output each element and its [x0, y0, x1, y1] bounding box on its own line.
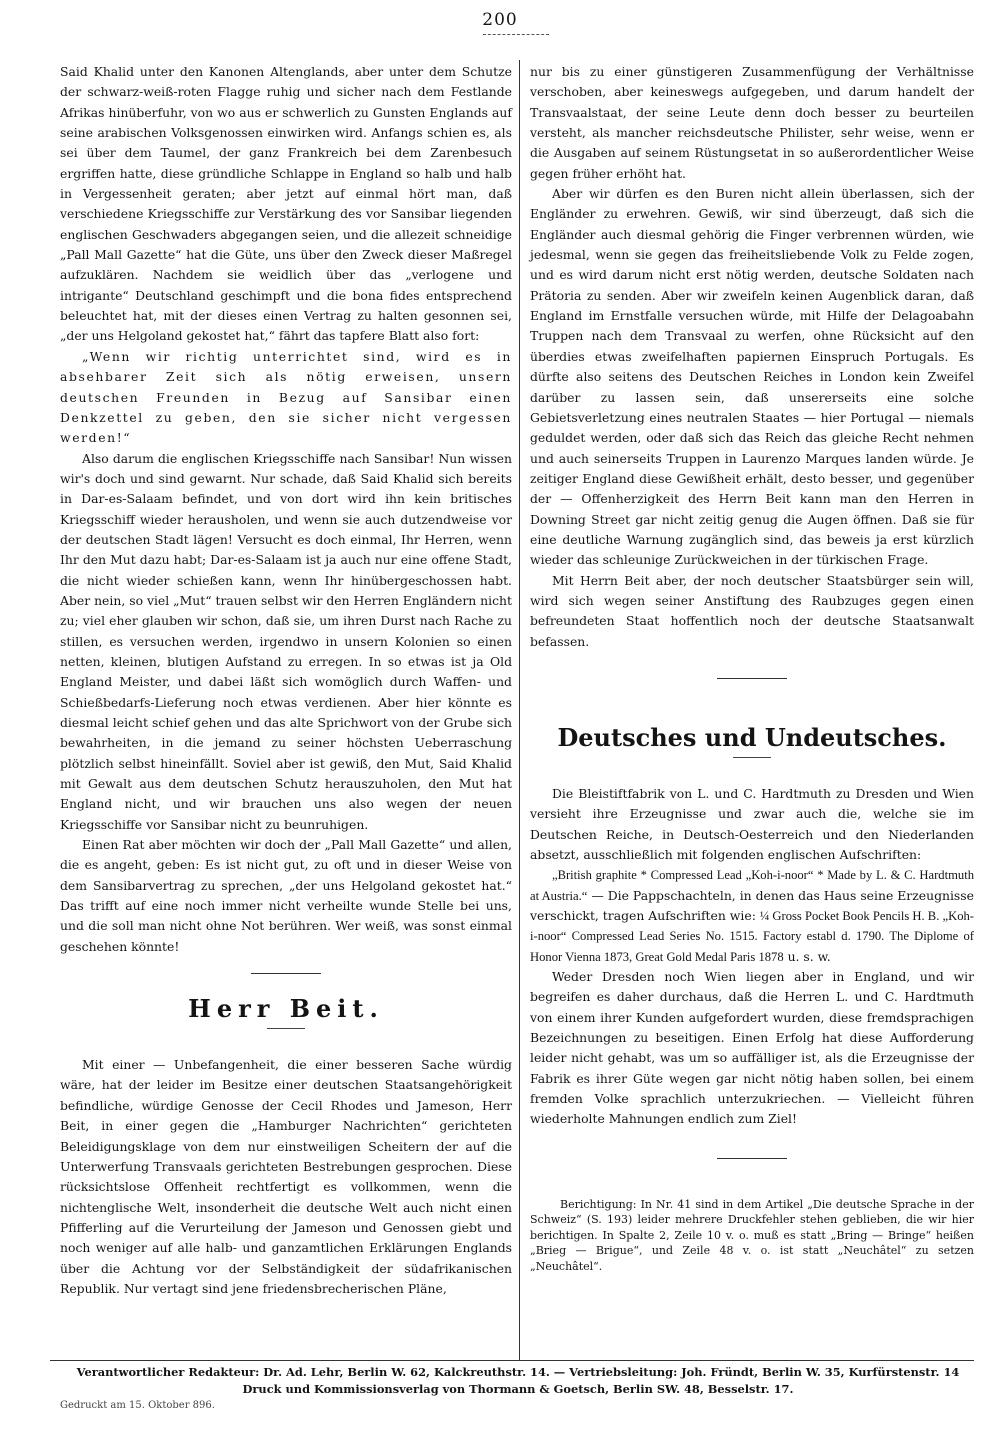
footer-editor-line: Verantwortlicher Redakteur: Dr. Ad. Lehr, Berlin W. 62, Kalckreuthstr. 14. — Vertriebsleitung: Joh. Fründt, Berlin W. 35, Kurfürstenstr. 14 — [76, 1365, 960, 1379]
right-column — [530, 62, 974, 1274]
footer-printer-line: Druck und Kommissionsverlag von Thormann & Goetsch, Berlin SW. 48, Besselstr. 17. — [242, 1382, 794, 1396]
section-divider — [717, 678, 787, 679]
left-column — [60, 62, 512, 1299]
footer-rule — [50, 1360, 974, 1361]
page-number: 200 — [482, 10, 518, 30]
left-paragraph-3: Also darum die englischen Kriegsschiffe nach Sansibar! Nun wissen wir's doch und sind gewarnt. Nur schade, daß Said Khalid sich bereits in Dar-es-Salaam befindet, und von dort wird ihn kein britisches Kriegsschiff wieder herausholen, und wenn sie auch dutzendweise vor der deutschen Stadt lägen! Versucht es doch einmal, Ihr Herren, wenn Ihr den Mut dazu habt; Dar-es-Salaam ist ja auch nur eine offene Stadt, die nicht wieder schießen kann, wenn Ihr hinübergeschossen habt. Aber nein, so viel „Mut“ trauen selbst wir den Herren Engländern nicht zu; viel eher glauben wir schon, daß sie, um ihren Durst nach Rache zu stillen, es versuchen werden, irgendwo in unsern Kolonien so einen netten, kleinen, blutigen Aufstand zu erregen. In so etwas ist ja Old England Meister, und dabei läßt sich womöglich durch Waffen- und Schießbedarfs-Lieferung noch etwas verdienen. Aber hier könnte es diesmal leicht schief gehen und das alte Sprichwort von der Grube sich bewahrheiten, in die jemand zu seiner höchsten Ueberraschung plötzlich selbst hineinfällt. Soviel aber ist gewiß, den Mut, Said Khalid mit Gewalt aus dem deutschen Schutz herauszuholen, den Mut hat England nicht, und wir brauchen uns also wegen der neuen Kriegsschiffe vor Sansibar nicht zu beunruhigen. — [60, 450, 512, 832]
inscription-end: u. s. w. — [783, 948, 831, 964]
right-paragraph-3: Mit Herrn Beit aber, der noch deutscher Staatsbürger sein will, wird sich wegen seiner Anstiftung des Raubzuges gegen einen befreundeten Staat hoffentlich noch der deutsche Staatsanwalt befassen. — [530, 572, 974, 649]
right-paragraph-1: nur bis zu einer günstigeren Zusammenfügung der Verhältnisse verschoben, aber keineswegs aufgegeben, und darum handelt der Transvaalstaat, der seine Leute denn doch besser zu beurteilen versteht, als mancher reichsdeutsche Philister, sehr weise, wenn er die Ausgaben auf seinem Rüstungsetat in so außerordentlicher Weise gegen früher erhöht hat. — [530, 64, 974, 181]
heading-deutsches-und-undeutsches: Deutsches und Undeutsches. — [557, 722, 947, 752]
pall-mall-quote: „Wenn wir richtig unterrichtet sind, wird es in absehbarer Zeit sich als nötig erweisen, unsern deutschen Freunden in Bezug auf Sansibar einen Denkzettel zu geben, den sie sicher nicht vergessen werden!“ — [60, 348, 512, 446]
koh-i-noor-inscription: „British graphite * Compressed Lead „Koh-i-noor“ * Made by L. & C. Hardtmuth at Austria.“ — [530, 868, 974, 903]
right-paragraph-5 — [530, 865, 974, 967]
section-divider — [251, 973, 321, 974]
page-number-rule — [483, 34, 549, 35]
correction-note: Berichtigung: In Nr. 41 sind in dem Artikel „Die deutsche Sprache in der Schweiz“ (S. 193) leider mehrere Druckfehler stehen geblieben, die wir hier berichtigen. In Spalte 2, Zeile 10 v. o. muß es statt „Bring — Bringe“ heißen „Brieg — Brigue“, und Zeile 48 v. o. ist statt „Neuchâtel“ zu setzen „Neuchâtel“. — [530, 1197, 974, 1273]
right-paragraph-6: Weder Dresden noch Wien liegen aber in England, und wir begreifen es daher durchaus, daß die Herren L. und C. Hardtmuth von einem ihrer Kunden aufgefordert wurden, diese fremdsprachigen Bezeichnungen zu beseitigen. Einen Erfolg hat diese Aufforderung leider nicht gehabt, was um so auffälliger ist, als die Erzeugnisse der Fabrik es ihrer Güte wegen gar nicht nötig haben sollen, bei einem fremden Volke sprachlich unterzukriechen. — Vielleicht führen wiederholte Mahnungen endlich zum Ziel! — [530, 969, 974, 1127]
box-inscription: ¼ Gross Pocket Book Pencils H. B. „Koh-i-noor“ Compressed Lead Series No. 1515. Factory establ d. 1790. The Diplome of Honor Vienna 1873, Great Gold Medal Paris 1878 — [530, 909, 974, 964]
section-divider — [717, 1158, 787, 1159]
left-paragraph-4: Einen Rat aber möchten wir doch der „Pall Mall Gazette“ und allen, die es angeht, geben: Es ist nicht gut, zu oft und in dieser Weise von dem Sansibarvertrag zu sprechen, „der uns Helgoland gekostet hat.“ Das trifft auf eine noch immer nicht verheilte wunde Stelle bei uns, und die soll man nicht ohne Not berühren. Wer weiß, was sonst einmal geschehen könnte! — [60, 837, 512, 954]
left-paragraph-1: Said Khalid unter den Kanonen Altenglands, aber unter dem Schutze der schwarz-weiß-roten Flagge ruhig und sicher nach dem Festlande Afrikas hinüberfuhr, von wo aus er schwerlich zu Gunsten Englands auf seine arabischen Volksgenossen einwirken wird. Anfangs schien es, als sei über dem Taumel, der ganz Frankreich bei dem Zarenbesuch ergriffen hatte, diese gründliche Schlappe in England so halb und halb in Vergessenheit geraten; aber jetzt auf einmal hört man, daß verschiedene Kriegsschiffe zur Verstärkung des vor Sansibar liegenden englischen Geschwaders abgegangen seien, und die allezeit schneidige „Pall Mall Gazette“ hat die Güte, uns über den Zweck dieser Maßregel aufzuklären. Nachdem sie weidlich über das „verlogene und intrigante“ Deutschland geschimpft und die bona fides entsprechend beleuchtet hat, mit der dieses einen Vertrag zu halten gesonnen sei, „der uns Helgoland gekostet hat,“ fährt das tapfere Blatt also fort: — [60, 64, 512, 344]
inscription-connector: — Die Pappschachteln, in denen das Haus seine Erzeugnisse verschickt, tragen Aufschriften wie: — [530, 887, 974, 924]
column-divider — [519, 60, 520, 1360]
heading-underline — [267, 1028, 305, 1029]
right-paragraph-2: Aber wir dürfen es den Buren nicht allein überlassen, sich der Engländer zu erwehren. Gewiß, wir sind überzeugt, daß sich die Engländer auch diesmal gehörig die Finger verbrennen würden, wie jedesmal, wenn sie gegen das freiheitsliebende Volk zu Felde zogen, und es wird darum nicht erst nötig werden, deutsche Soldaten nach Prätoria zu senden. Aber wir zweifeln keinen Augenblick daran, daß England im Ernstfalle versuchen würde, mit Hilfe der Delagoabahn Truppen nach dem Transvaal zu werfen, ohne Rücksicht auf den überdies etwas zweifelhaften papiernen Einspruch Portugals. Es dürfte also seitens des Deutschen Reiches in London kein Zweifel darüber zu lassen sein, daß unsererseits eine solche Gebietsverletzung eines neutralen Staates — hier Portugal — niemals geduldet werden, oder daß sich das Reich das gleiche Recht nehmen und auch seinerseits Truppen in Laurenzo Marques landen würde. Je zeitiger England diese Gewißheit erhält, desto besser, und gegenüber der — Offenherzigkeit des Herrn Beit kann man den Herren in Downing Street gar nicht zeitig genug die Augen öffnen. Daß sie für eine deutliche Warnung zugänglich sind, das beweis ja erst kürzlich wieder das schleunige Zurückweichen in der türkischen Frage. — [530, 186, 974, 568]
heading-herr-beit: Herr Beit. — [188, 994, 384, 1024]
left-paragraph-5: Mit einer — Unbefangenheit, die einer besseren Sache würdig wäre, hat der leider im Besitze einer deutschen Staatsangehörigkeit befindliche, würdige Genosse der Cecil Rhodes und Jameson, Herr Beit, in einer gegen die „Hamburger Nachrichten“ gerichteten Beleidigungsklage von dem nur einstweiligen Scheitern der auf die Unterwerfung Transvaals gerichteten Bestrebungen gesprochen. Diese rücksichtslose Offenheit rechtfertigt es vollkommen, wenn die nichtenglische Welt, insonderheit die deutsche Welt auch nicht einen Pfifferling auf die Verurteilung der Jameson und Genossen giebt und noch weniger auf alle halb- und ganzamtlichen Erklärungen Englands über die Achtung vor der Selbständigkeit der südafrikanischen Republik. Nur vertagt sind jene friedensbrecherischen Pläne, — [60, 1057, 512, 1296]
footer-print-date: Gedruckt am 15. Oktober 896. — [60, 1400, 215, 1411]
right-paragraph-4: Die Bleistiftfabrik von L. und C. Hardtmuth zu Dresden und Wien versieht ihre Erzeugnisse und zwar auch die, welche sie im Deutschen Reiche, in Deutsch-Oesterreich und den Niederlanden absetzt, ausschließlich mit folgenden englischen Aufschriften: — [530, 785, 974, 862]
heading-underline — [733, 757, 771, 758]
